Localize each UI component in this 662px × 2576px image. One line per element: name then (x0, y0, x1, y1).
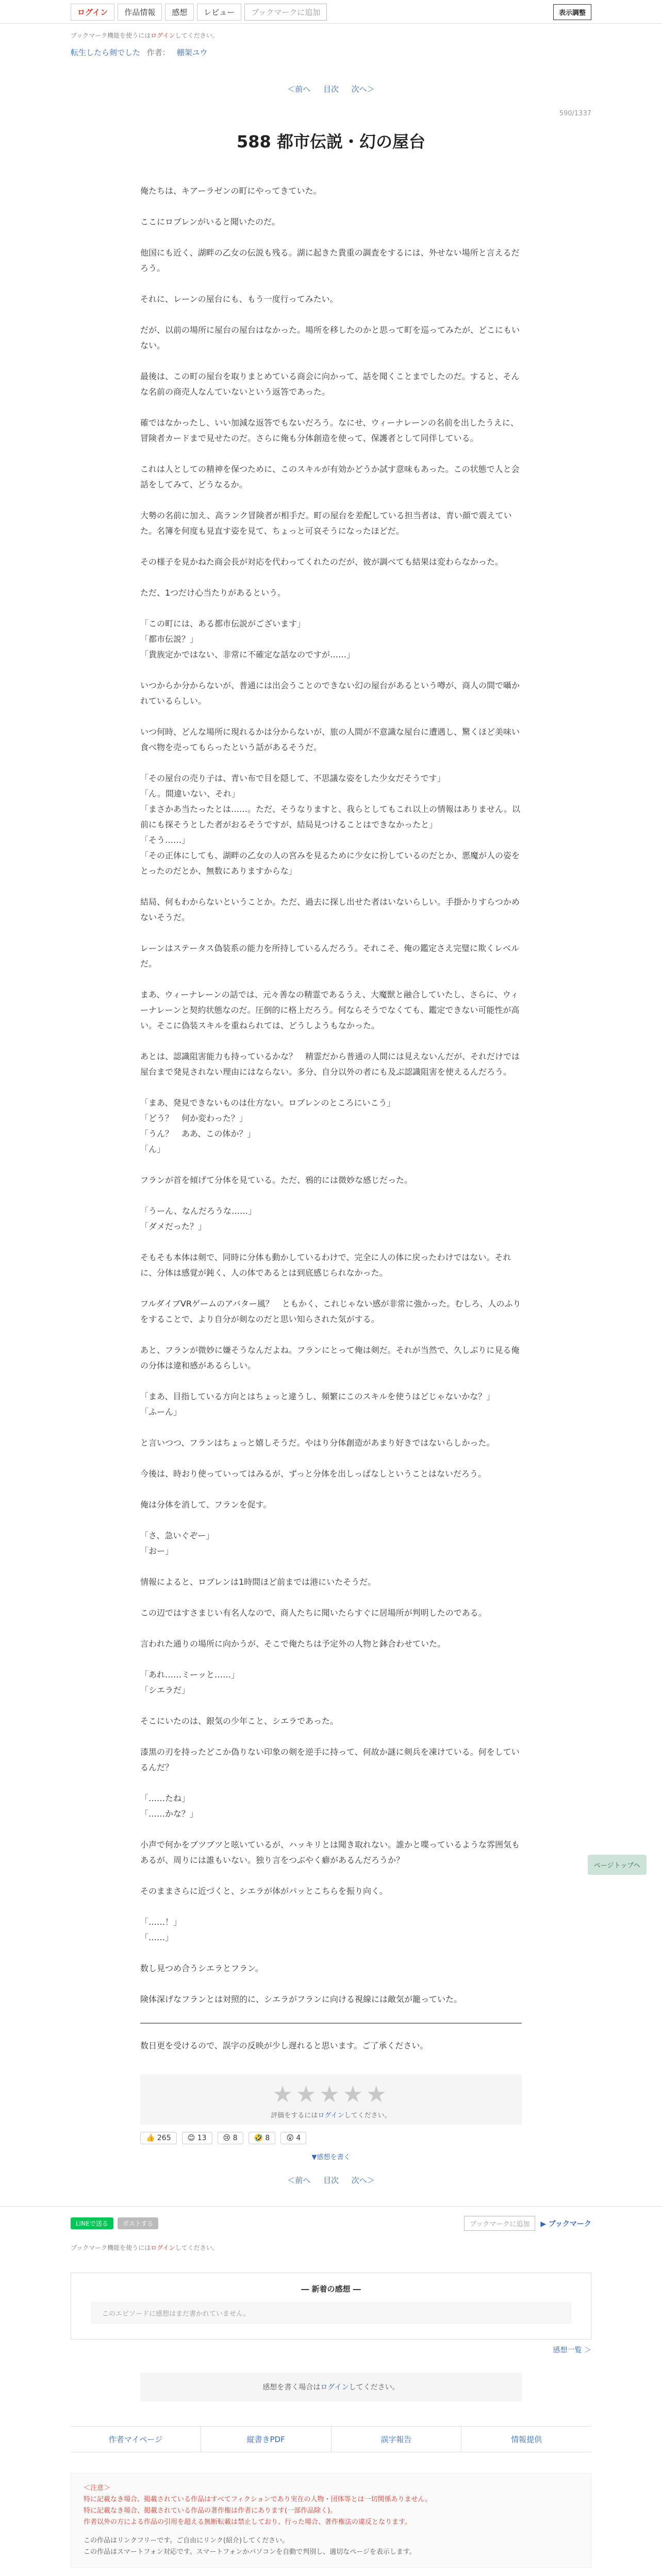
reaction-smile[interactable]: 😊 13 (182, 2132, 212, 2144)
next-link-bottom[interactable]: 次へ＞ (351, 2176, 375, 2185)
body-paragraph: 最後は、この町の屋台を取りまとめている商会に向かって、話を聞くことまでしたのだ。すると、そんな名前の商売人なんていないという返答であった。 (140, 371, 520, 397)
episode-number: 590/1337 (559, 110, 591, 117)
login-link[interactable]: ログイン (151, 32, 175, 39)
body-paragraph: ここにロブレンがいると聞いたのだ。 (140, 217, 280, 227)
body-paragraph: ただ、1つだけ心当たりがあるという。 (140, 588, 286, 598)
body-paragraph: レーンはステータス偽装系の能力を所持しているんだろう。それこそ、俺の鑑定さえ完璧に欺くレベルだ。 (140, 943, 520, 969)
page-top-button[interactable]: ページトップへ (588, 1855, 647, 1875)
reaction-good[interactable]: 👍 265 (140, 2132, 177, 2144)
toc-link[interactable]: 目次 (323, 84, 339, 94)
reaction-buttons (140, 2132, 522, 2144)
new-impressions (71, 2273, 591, 2340)
body-paragraph: まあ、ウィーナレーンの話では、元々善なの精霊であるうえ、大魔獣と融合していたし、さらに、ウィーナレーンと契約状態なのだ。圧倒的に格上だろう。何ならそうでなくても、鑑定できない可能性が高い。そこに偽装スキルを重ねられては、どうしようもなかった。 (140, 990, 520, 1030)
next-link[interactable]: 次へ＞ (351, 84, 375, 94)
caution-line: 作者以外の方による作品の引用を超える無断転載は禁止しており、行った場合、著作権法の違反となります。 (84, 2518, 411, 2526)
body-paragraph: 「……！」 「……」 (140, 1917, 182, 1942)
caution-gray: この作品はリンクフリーです。ご自由にリンク(紹介)してください。 この作品はスマートフォン対応です。スマートフォンかパソコンを自動で判別し、適切なページを表示します。 (84, 2537, 416, 2556)
body-paragraph: 情報によると、ロブレンは1時間ほど前までは港にいたそうだ。 (140, 1577, 376, 1587)
x-share-button[interactable]: ポストする (118, 2217, 159, 2229)
body-paragraph: あと、フランが微妙に嫌そうなんだよね。フランにとって俺は剣だ。それが当然で、久しぶりに見る俺の分体は違和感があるらしい。 (140, 1345, 520, 1370)
body-paragraph: 険体深げなフランとは対照的に、シエラがフランに向ける視線には敵気が籠っていた。 (140, 1994, 462, 2004)
body-paragraph: 言われた通りの場所に向かうが、そこで俺たちは予定外の人物と鉢合わせていた。 (140, 1639, 446, 1649)
author-mypage-link[interactable]: 作者マイページ (71, 2427, 201, 2452)
footer-links (71, 2426, 591, 2452)
afterword-divider (140, 2023, 522, 2024)
prev-link[interactable]: ＜前へ (287, 84, 311, 94)
bookmark-link[interactable]: ▶ ブックマーク (540, 2219, 591, 2228)
prev-link-bottom[interactable]: ＜前へ (287, 2176, 311, 2185)
body-paragraph: だが、以前の場所に屋台の屋台はなかった。場所を移したのかと思って町を巡ってみたが、どこにもいない。 (140, 325, 520, 350)
episode-body (140, 183, 522, 2007)
typo-report-link[interactable]: 誤字報告 (332, 2427, 462, 2452)
body-paragraph: 大勢の名前に加え、高ランク冒険者が相手だ。町の屋台を差配している担当者は、青い顔で震えていた。名簿を何度も見直す姿を見て、ちょっと可哀そうになったほどだ。 (140, 511, 512, 536)
body-paragraph: いつからか分からないが、普通には出会うことのできない幻の屋台があるという噂が、商人の間で囁かれているらしい。 (140, 681, 520, 706)
body-paragraph: 数し見つめ合うシエラとフラン。 (140, 1963, 263, 1973)
episode-title: 588 都市伝説・幻の屋台 (237, 132, 425, 151)
body-paragraph: 「さ、急いぐぞー」 「おー」 (140, 1531, 214, 1556)
share-bar (0, 2206, 662, 2231)
login-link-bottom[interactable]: ログイン (151, 2244, 175, 2251)
site-header (0, 0, 662, 24)
body-paragraph: 小声で何かをブツブツと呟いているが、ハッキリとは聞き取れない。誰かと喋っているような雰囲気もあるが、周りには誰もいない。独り言をつぶやく癖があるんだろうか？ (140, 1840, 520, 1865)
caution-line: 特に記載なき場合、掲載されている作品の著作権は作者にあります(一部作品除く)。 (84, 2507, 337, 2515)
info-provide-link[interactable]: 情報提供 (511, 2435, 542, 2444)
vertical-pdf-link[interactable]: 縦書きPDF (201, 2427, 332, 2452)
body-paragraph: 「うーん、なんだろうな……」 「ダメだった？」 (140, 1206, 256, 1231)
body-paragraph: この辺ではすさまじい有名人なので、商人たちに聞いたらすぐに居場所が判明したのである。 (140, 1608, 487, 1618)
body-paragraph: 「この町には、ある都市伝説がございます」 「都市伝説？」 「貴族定かではない、非常に不確定な話なのですが……」 (140, 619, 355, 659)
reaction-cry[interactable]: 😢 8 (218, 2132, 243, 2144)
rating-login-link[interactable]: ログイン (318, 2112, 344, 2120)
body-paragraph: いつ何時、どんな場所に現れるかは分からないが、旅の人間が不意識な屋台に遭遇し、驚くほど美味い食べ物を売ってもらったという話があるそうだ。 (140, 727, 520, 752)
author-link[interactable]: 棚架ユウ (176, 48, 208, 57)
body-paragraph: これは人としての精神を保つために、このスキルが有効かどうか試す意味もあった。この状態で人と会話をしてみて、どうなるか。 (140, 464, 520, 489)
works-info-button[interactable]: 作品情報 (118, 4, 162, 21)
body-paragraph: 「まあ、発見できないものは仕方ない。ロブレンのところにいこう」 「どう？ 何か変わった？」 「うん？ ああ、この体か？」 「ん」 (140, 1098, 395, 1154)
body-paragraph: フランが首を傾げて分体を見ている。ただ、鴉的には微妙な感じだった。 (140, 1175, 413, 1185)
author-label: 作者： (146, 48, 170, 57)
reaction-laugh[interactable]: 🤣 8 (249, 2132, 276, 2144)
body-paragraph: その様子を見かねた商会長が対応を代わってくれたのだが、彼が調べても結果は変わらなかった。 (140, 557, 503, 567)
caution-head: ＜注意＞ (84, 2484, 111, 2492)
body-paragraph: 「……たね」 「……かな？」 (140, 1793, 198, 1819)
rating-note: 評価をするにはログインしてください。 (271, 2112, 391, 2120)
bookmark-login-notice-bottom: ブックマーク機能を使うにはログインしてください。 (71, 2244, 219, 2251)
impressions-empty: このエピソードに感想はまだ書かれていません。 (91, 2302, 571, 2324)
toc-link-bottom[interactable]: 目次 (323, 2176, 339, 2185)
review-button[interactable]: レビュー (197, 4, 241, 21)
rating-box (140, 2074, 522, 2125)
body-paragraph: 俺たちは、キアーラゼンの町にやってきていた。 (140, 186, 322, 196)
rating-stars[interactable]: ★★★★★ (272, 2081, 390, 2108)
bookmark-login-notice: ブックマーク機能を使うにはログインしてください。 (71, 32, 219, 39)
impressions-list-link[interactable]: 感想一覧 ＞ (553, 2346, 591, 2354)
impressions-title: ― 新着の感想 ― (301, 2284, 361, 2294)
novel-title-link[interactable]: 転生したら剣でした (71, 48, 141, 57)
body-paragraph: 「あれ……ミーッと……」 「シエラだ」 (140, 1670, 240, 1695)
body-paragraph: 確ではなかったし、いい加減な返答でもないだろう。なにせ、ウィーナレーンの名前を出したうえに、冒険者カードまで見せたのだ。さらに俺も分体創造を使って、保護者として同伴している。 (140, 418, 519, 443)
afterword: 数日更を受けるので、誤字の反映が少し遅れると思います。ご了承ください。 (140, 2041, 428, 2050)
episode-pager-bottom (0, 2175, 662, 2185)
impressions-button[interactable]: 感想 (165, 4, 194, 21)
add-bookmark-button[interactable]: ブックマークに追加 (244, 4, 327, 21)
body-paragraph: 「その屋台の売り子は、青い布で目を隠して、不思議な姿をした少女だそうです」 「ん。間違いない、それ」 「まさかあ当たったとは……。ただ、そうなりますと、我らとしてもこれ以上の情報はありません。以前にも探そうとした者がおるそうですが、結局見つけることはできなかったと」 「そう……」 「その正体にしても、湖畔の乙女の人の宮みを見るために少女に扮しているのだとか、悪魔が人の姿をとったのだとか、無数にありますからな」 (140, 773, 520, 876)
write-impression-notice: 感想を書く場合はログインしてください。 (140, 2372, 522, 2401)
body-paragraph: 俺は分体を消して、フランを促す。 (140, 1500, 272, 1510)
display-settings-button[interactable]: 表示調整 (553, 4, 591, 20)
body-paragraph: と言いつつ、フランはちょっと嬉しそうだ。やはり分体創造があまり好きではないらしかった。 (140, 1438, 495, 1448)
novel-meta (71, 47, 591, 58)
episode-pager-top (0, 83, 662, 94)
body-paragraph: そもそも本体は剣で、同時に分体も動かしているわけで、完全に人の体に戻ったわけではない。それに、分体は感覚が鈍く、人の体であるとは到底感じられなかった。 (140, 1252, 511, 1278)
login-button[interactable]: ログイン (71, 4, 114, 21)
body-paragraph: 他国にも近く、湖畔の乙女の伝説も残る。湖に起きた貴重の調査をするには、外せない場所と言えるだろう。 (140, 248, 520, 273)
caution-box (71, 2473, 591, 2568)
caution-line: 特に記載なき場合、掲載されている作品はすべてフィクションであり実在の人物・団体等とは一切関係ありません。 (84, 2496, 432, 2503)
body-paragraph: 今後は、時おり使っていってはみるが、ずっと分体を出しっぱなしということはないだろう。 (140, 1469, 487, 1479)
body-paragraph: 漆黒の刃を持ったどこか偽りない印象の剣を逆手に持って、何故か謎に剣兵を凍けている。何をしているんだ？ (140, 1747, 520, 1772)
reaction-surprise[interactable]: 😲 4 (280, 2132, 306, 2144)
line-share-button[interactable]: LINEで送る (71, 2217, 113, 2229)
add-bookmark-button-bottom[interactable]: ブックマークに追加 (464, 2216, 535, 2231)
body-paragraph: それに、レーンの屋台にも、もう一度行ってみたい。 (140, 294, 338, 304)
body-paragraph: 結局、何もわからないということか。ただ、過去に探し出せた者はいないらしい。手掛かりすらつかめないそうだ。 (140, 897, 520, 922)
body-paragraph: フルダイブVRゲームのアバター風？ ともかく、これじゃない感が非常に強かった。むしろ、人のふりをすることで、より自分が剣なのだと思い知らされた気がする。 (140, 1299, 521, 1324)
body-paragraph: そこにいたのは、銀気の少年こと、シエラであった。 (140, 1716, 338, 1726)
body-paragraph: そのままさらに近づくと、シエラが体がパッとこちらを振り向く。 (140, 1886, 388, 1896)
body-paragraph: 「まあ、目指している方向とはちょっと違うし、頻繁にこのスキルを使うはどじゃないかな？」 「ふーん」 (140, 1392, 495, 1417)
body-paragraph: あとは、認識阻害能力も持っているかな？ 精霊だから普通の人間には見えないんだが、それだけでは屋台まで発見されない理由にはならない。多分、自分以外の者にも及ぶ認識阻害を使えるんだろう。 (140, 1052, 520, 1077)
impression-login-link[interactable]: ログイン (320, 2383, 349, 2392)
write-impression-toggle[interactable]: ▼感想を書く (311, 2154, 351, 2161)
